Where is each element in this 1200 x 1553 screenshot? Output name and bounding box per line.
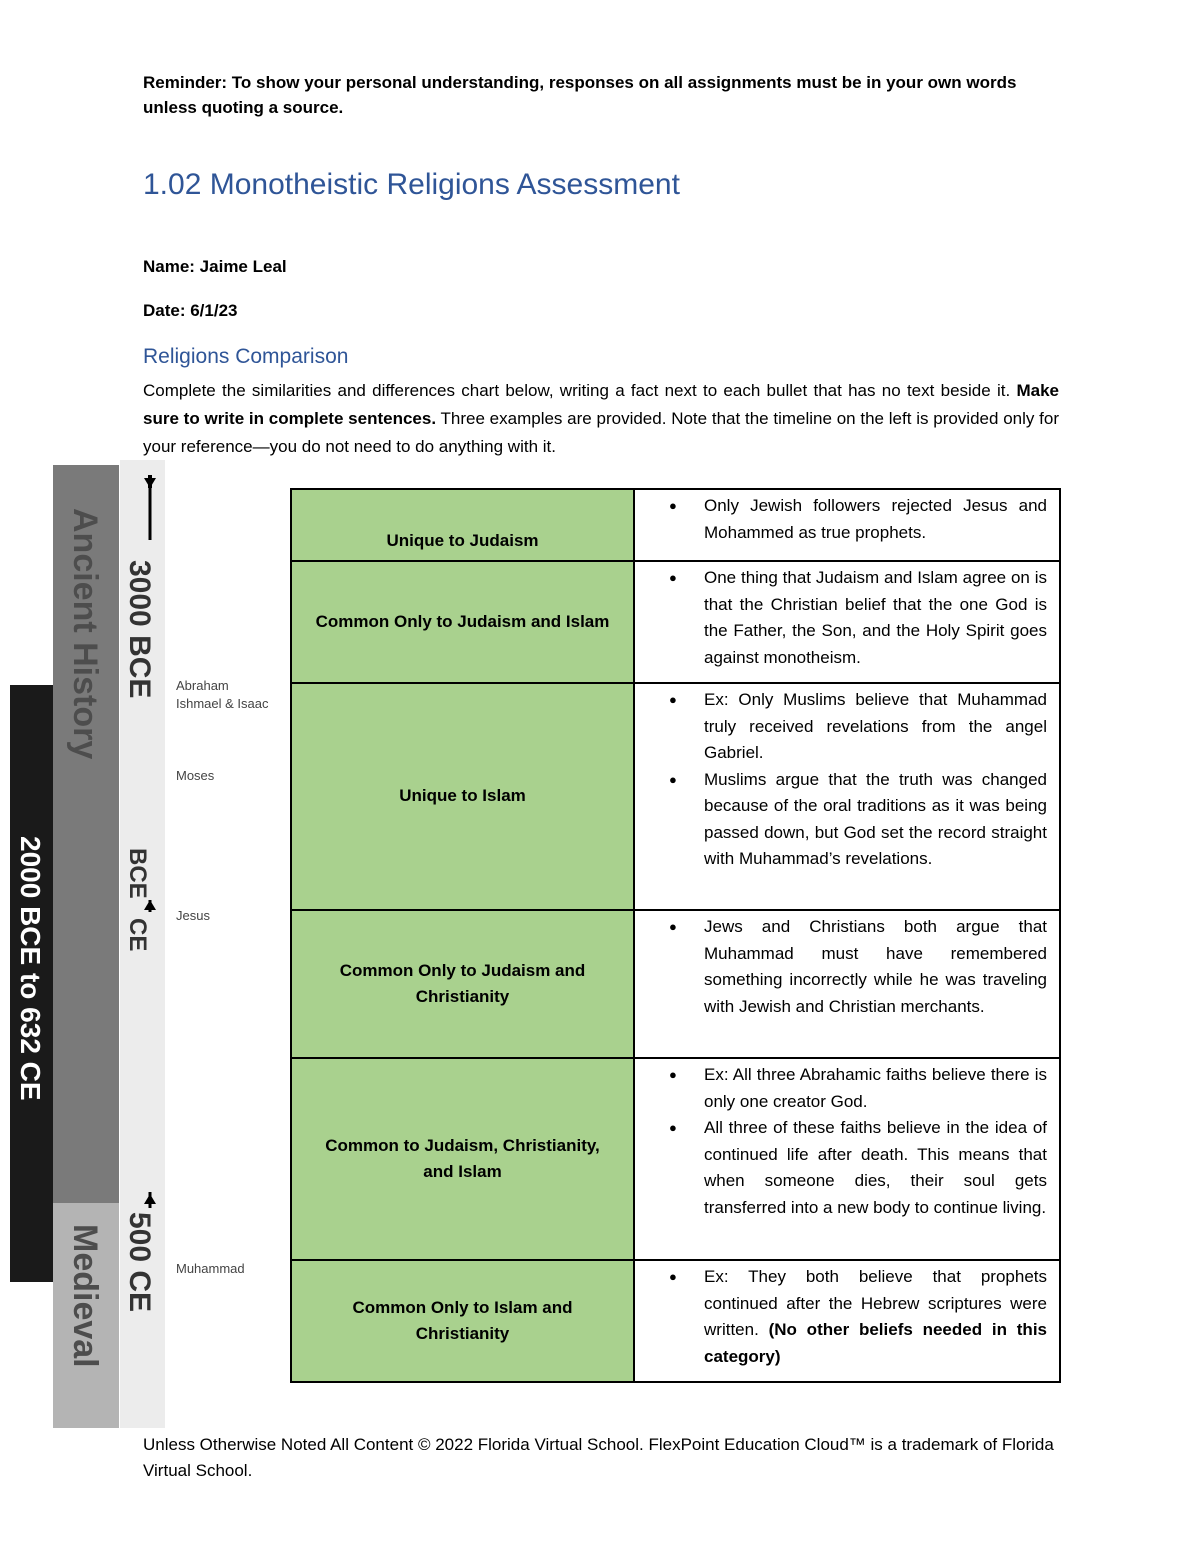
row-label: Common to Judaism, Christianity, and Islam xyxy=(291,1058,634,1260)
row-facts xyxy=(634,489,1060,561)
instructions xyxy=(143,377,1059,461)
fact-item: ● Ex: Only Muslims believe that Muhammad truly received revelations from the angel Gabriel. xyxy=(657,687,1047,767)
fact-item: ● Jews and Christians both argue that Muhammad must have remembered something incorrectly while he was traveling with Jewish and Christian merchants. xyxy=(657,914,1047,1020)
timeline-person-abraham: Abraham xyxy=(176,678,229,693)
row-facts xyxy=(634,910,1060,1058)
instructions-part2: Three examples are provided. Note that the timeline on the left is provided only for your reference—you do not need to do anything with it. xyxy=(143,409,1059,456)
row-facts xyxy=(634,561,1060,683)
timeline-person-muhammad: Muhammad xyxy=(176,1261,245,1276)
instructions-bold: Make sure to write in complete sentences. xyxy=(143,381,1059,428)
page-title: 1.02 Monotheistic Religions Assessment xyxy=(143,168,680,201)
timeline-era-ancient: Ancient History xyxy=(66,508,104,760)
row-label: Unique to Judaism xyxy=(291,489,634,561)
table-row xyxy=(291,561,1060,683)
reminder-note: Reminder: To show your personal understanding, responses on all assignments must be in your own words unless quoting a source. xyxy=(143,73,1017,117)
fact-item: ● Ex: All three Abrahamic faiths believe there is only one creator God. xyxy=(657,1062,1047,1115)
religions-comparison-chart xyxy=(290,488,1061,1383)
fact-text: Ex: They both believe that prophets continued after the Hebrew scriptures were written. xyxy=(704,1267,1047,1339)
row-facts xyxy=(634,683,1060,910)
table-row xyxy=(291,489,1060,561)
copyright-footer: Unless Otherwise Noted All Content © 2022 Florida Virtual School. FlexPoint Education Cloud™ is a trademark of Florida Virtual School. xyxy=(143,1435,1054,1480)
timeline-person-ishmael-isaac: Ishmael & Isaac xyxy=(176,696,269,711)
row-label: Common Only to Judaism and Islam xyxy=(291,561,634,683)
table-row xyxy=(291,683,1060,910)
timeline-mark-bce: BCE xyxy=(124,848,151,899)
row-facts xyxy=(634,1058,1060,1260)
student-name: Name: Jaime Leal xyxy=(143,257,287,276)
timeline-span-label: 2000 BCE to 632 CE xyxy=(15,836,46,1101)
table-row xyxy=(291,1058,1060,1260)
row-label: Common Only to Judaism and Christianity xyxy=(291,910,634,1058)
table-row xyxy=(291,1260,1060,1382)
timeline-person-moses: Moses xyxy=(176,768,215,783)
instructions-part1: Complete the similarities and differences chart below, writing a fact next to each bullet that has no text beside it. xyxy=(143,381,1017,400)
section-heading: Religions Comparison xyxy=(143,345,349,368)
fact-bold-note: (No other beliefs needed in this category) xyxy=(704,1320,1047,1366)
table-row xyxy=(291,910,1060,1058)
submission-date: Date: 6/1/23 xyxy=(143,301,238,320)
timeline-mark-3000: 3000 BCE xyxy=(123,560,156,699)
timeline-mark-ce: CE xyxy=(124,918,151,952)
fact-item xyxy=(657,1264,1047,1370)
fact-item: ● All three of these faiths believe in the idea of continued life after death. This means that when someone dies, their soul gets transferred into a new body to continue living. xyxy=(657,1115,1047,1221)
reference-timeline xyxy=(0,460,290,1430)
fact-item: ● One thing that Judaism and Islam agree on is that the Christian belief that the one God is the Father, the Son, and the Holy Spirit goes against monotheism. xyxy=(657,565,1047,671)
row-label: Common Only to Islam and Christianity xyxy=(291,1260,634,1382)
fact-item: ● Only Jewish followers rejected Jesus and Mohammed as true prophets. xyxy=(657,493,1047,546)
fact-item: ● Muslims argue that the truth was changed because of the oral traditions as it was being passed down, but God set the record straight with Muhammad’s revelations. xyxy=(657,767,1047,873)
timeline-person-jesus: Jesus xyxy=(176,908,210,923)
timeline-mark-500: 500 CE xyxy=(123,1212,156,1313)
row-facts xyxy=(634,1260,1060,1382)
timeline-era-medieval: Medieval xyxy=(66,1224,104,1368)
row-label: Unique to Islam xyxy=(291,683,634,910)
